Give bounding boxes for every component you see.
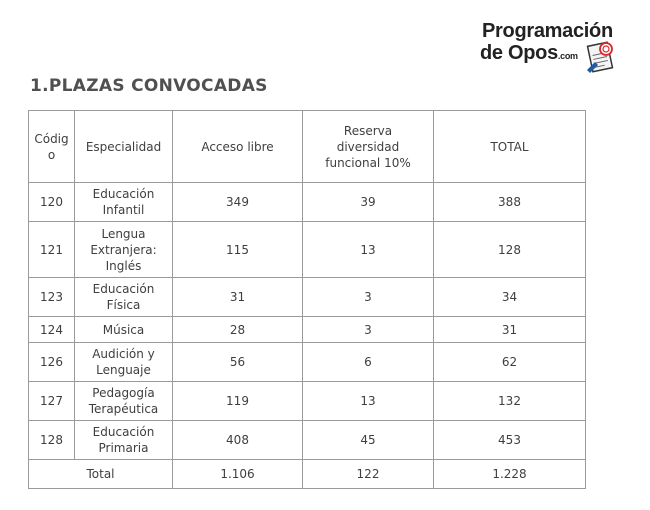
logo-line-1: Programación <box>482 20 613 42</box>
header-total: TOTAL <box>434 111 586 183</box>
cell-reserva: 39 <box>303 183 434 222</box>
logo-domain: .com <box>557 51 578 61</box>
cell-total: 31 <box>434 317 586 343</box>
cell-codigo: 120 <box>29 183 75 222</box>
cell-reserva: 13 <box>303 382 434 421</box>
cell-reserva: 3 <box>303 278 434 317</box>
cell-especialidad: Lengua Extranjera: Inglés <box>75 222 173 278</box>
cell-codigo: 128 <box>29 421 75 460</box>
cell-especialidad: Pedagogía Terapéutica <box>75 382 173 421</box>
cell-acceso: 56 <box>173 343 303 382</box>
logo-name: de Opos <box>480 42 558 64</box>
total-acceso: 1.106 <box>173 460 303 489</box>
logo-line-2 <box>480 42 578 65</box>
cell-especialidad: Audición y Lenguaje <box>75 343 173 382</box>
table-row <box>29 183 586 222</box>
cell-especialidad: Música <box>75 317 173 343</box>
table-total-row <box>29 460 586 489</box>
cell-acceso: 119 <box>173 382 303 421</box>
table-header-row <box>29 111 586 183</box>
total-reserva: 122 <box>303 460 434 489</box>
table-row <box>29 317 586 343</box>
cell-codigo: 127 <box>29 382 75 421</box>
table-row <box>29 343 586 382</box>
cell-codigo: 121 <box>29 222 75 278</box>
cell-total: 453 <box>434 421 586 460</box>
cell-reserva: 3 <box>303 317 434 343</box>
table-row <box>29 382 586 421</box>
cell-acceso: 349 <box>173 183 303 222</box>
cell-codigo: 124 <box>29 317 75 343</box>
cell-reserva: 13 <box>303 222 434 278</box>
cell-reserva: 6 <box>303 343 434 382</box>
table-row <box>29 421 586 460</box>
cell-total: 128 <box>434 222 586 278</box>
header-reserva: Reserva diversidad funcional 10% <box>303 111 434 183</box>
document-stamp-icon <box>583 40 617 74</box>
cell-codigo: 123 <box>29 278 75 317</box>
cell-reserva: 45 <box>303 421 434 460</box>
cell-especialidad: Educación Infantil <box>75 183 173 222</box>
cell-total: 62 <box>434 343 586 382</box>
header-acceso-libre: Acceso libre <box>173 111 303 183</box>
cell-total: 388 <box>434 183 586 222</box>
total-total: 1.228 <box>434 460 586 489</box>
cell-especialidad: Educación Física <box>75 278 173 317</box>
cell-acceso: 28 <box>173 317 303 343</box>
cell-acceso: 115 <box>173 222 303 278</box>
section-title: 1.PLAZAS CONVOCADAS <box>30 76 268 96</box>
cell-acceso: 408 <box>173 421 303 460</box>
header-especialidad: Especialidad <box>75 111 173 183</box>
cell-total: 34 <box>434 278 586 317</box>
cell-total: 132 <box>434 382 586 421</box>
cell-acceso: 31 <box>173 278 303 317</box>
table-row <box>29 278 586 317</box>
site-logo <box>480 20 630 78</box>
table-row <box>29 222 586 278</box>
plazas-table <box>28 110 586 489</box>
cell-especialidad: Educación Primaria <box>75 421 173 460</box>
total-label: Total <box>29 460 173 489</box>
cell-codigo: 126 <box>29 343 75 382</box>
header-codigo: Código <box>29 111 75 183</box>
